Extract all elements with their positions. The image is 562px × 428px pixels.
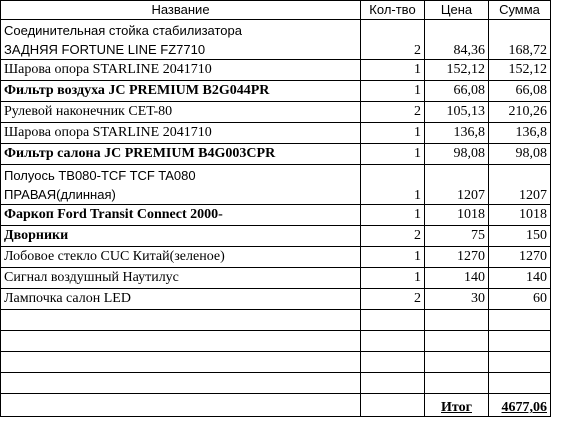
table-row bbox=[1, 268, 551, 289]
item-qty[interactable]: 1 bbox=[361, 123, 425, 144]
item-price[interactable]: 66,08 bbox=[425, 81, 489, 102]
table-row bbox=[1, 102, 551, 123]
item-name[interactable]: Лобовое стекло CUC Китай(зеленое) bbox=[1, 247, 361, 268]
empty-row bbox=[1, 310, 551, 331]
empty-cell[interactable] bbox=[361, 310, 425, 331]
empty-cell[interactable] bbox=[361, 331, 425, 352]
item-sum[interactable]: 1018 bbox=[489, 205, 551, 226]
item-price[interactable]: 1207 bbox=[425, 165, 489, 205]
empty-cell[interactable] bbox=[425, 310, 489, 331]
item-sum[interactable]: 1270 bbox=[489, 247, 551, 268]
item-name[interactable]: Дворники bbox=[1, 226, 361, 247]
item-price[interactable]: 136,8 bbox=[425, 123, 489, 144]
header-name[interactable]: Название bbox=[1, 1, 361, 20]
item-sum[interactable]: 152,12 bbox=[489, 60, 551, 81]
item-qty[interactable]: 1 bbox=[361, 60, 425, 81]
item-name-line1: Полуось TB080-TCF TCF TA080 bbox=[4, 167, 196, 183]
item-sum[interactable]: 1207 bbox=[489, 165, 551, 205]
item-price[interactable]: 105,13 bbox=[425, 102, 489, 123]
item-qty[interactable]: 2 bbox=[361, 20, 425, 60]
item-price[interactable]: 84,36 bbox=[425, 20, 489, 60]
item-sum[interactable]: 60 bbox=[489, 289, 551, 310]
item-sum[interactable]: 150 bbox=[489, 226, 551, 247]
item-price[interactable]: 30 bbox=[425, 289, 489, 310]
item-qty[interactable]: 1 bbox=[361, 268, 425, 289]
item-sum[interactable]: 98,08 bbox=[489, 144, 551, 165]
table-row bbox=[1, 60, 551, 81]
item-name[interactable]: Шарова опора STARLINE 2041710 bbox=[1, 123, 361, 144]
empty-row bbox=[1, 352, 551, 373]
table-row bbox=[1, 20, 551, 60]
item-name[interactable]: Фильтр салона JC PREMIUM B4G003CPR bbox=[1, 144, 361, 165]
item-sum[interactable]: 168,72 bbox=[489, 20, 551, 60]
empty-cell[interactable] bbox=[1, 352, 361, 373]
item-name-cell[interactable] bbox=[1, 20, 361, 60]
item-sum[interactable]: 210,26 bbox=[489, 102, 551, 123]
item-name[interactable]: Рулевой наконечник CET-80 bbox=[1, 102, 361, 123]
empty-cell[interactable] bbox=[489, 310, 551, 331]
table-row bbox=[1, 289, 551, 310]
total-value[interactable]: 4677,06 bbox=[489, 394, 551, 417]
item-name-line2: ПРАВАЯ(длинная) bbox=[4, 186, 116, 202]
table-row bbox=[1, 165, 551, 205]
empty-cell[interactable] bbox=[425, 331, 489, 352]
item-price[interactable]: 75 bbox=[425, 226, 489, 247]
item-price[interactable]: 1018 bbox=[425, 205, 489, 226]
table-row bbox=[1, 247, 551, 268]
item-name[interactable]: Фильтр воздуха JC PREMIUM B2G044PR bbox=[1, 81, 361, 102]
item-qty[interactable]: 1 bbox=[361, 247, 425, 268]
item-qty[interactable]: 1 bbox=[361, 165, 425, 205]
item-name-cell[interactable] bbox=[1, 165, 361, 205]
item-qty[interactable]: 1 bbox=[361, 205, 425, 226]
empty-cell[interactable] bbox=[1, 310, 361, 331]
empty-cell[interactable] bbox=[1, 331, 361, 352]
item-name-line1: Соединительная стойка стабилизатора bbox=[4, 22, 242, 38]
table-row bbox=[1, 226, 551, 247]
item-qty[interactable]: 1 bbox=[361, 144, 425, 165]
empty-cell[interactable] bbox=[425, 352, 489, 373]
item-sum[interactable]: 140 bbox=[489, 268, 551, 289]
empty-cell[interactable] bbox=[489, 373, 551, 394]
empty-cell[interactable] bbox=[361, 394, 425, 417]
empty-cell[interactable] bbox=[361, 373, 425, 394]
item-sum[interactable]: 66,08 bbox=[489, 81, 551, 102]
header-sum[interactable]: Сумма bbox=[489, 1, 551, 20]
empty-cell[interactable] bbox=[1, 373, 361, 394]
header-row bbox=[1, 1, 551, 20]
item-qty[interactable]: 1 bbox=[361, 81, 425, 102]
empty-row bbox=[1, 331, 551, 352]
header-price[interactable]: Цена bbox=[425, 1, 489, 20]
item-name[interactable]: Лампочка салон LED bbox=[1, 289, 361, 310]
header-qty[interactable]: Кол-тво bbox=[361, 1, 425, 20]
total-row bbox=[1, 394, 551, 417]
item-name[interactable]: Сигнал воздушный Наутилус bbox=[1, 268, 361, 289]
table-row bbox=[1, 144, 551, 165]
table-row bbox=[1, 205, 551, 226]
item-price[interactable]: 98,08 bbox=[425, 144, 489, 165]
table-row bbox=[1, 123, 551, 144]
item-price[interactable]: 152,12 bbox=[425, 60, 489, 81]
item-qty[interactable]: 2 bbox=[361, 289, 425, 310]
item-name-line2: ЗАДНЯЯ FORTUNE LINE FZ7710 bbox=[4, 41, 206, 57]
item-price[interactable]: 140 bbox=[425, 268, 489, 289]
empty-cell[interactable] bbox=[1, 394, 361, 417]
empty-cell[interactable] bbox=[489, 352, 551, 373]
item-name[interactable]: Фаркоп Ford Transit Connect 2000- bbox=[1, 205, 361, 226]
item-qty[interactable]: 2 bbox=[361, 102, 425, 123]
item-price[interactable]: 1270 bbox=[425, 247, 489, 268]
table-row bbox=[1, 81, 551, 102]
item-name[interactable]: Шарова опора STARLINE 2041710 bbox=[1, 60, 361, 81]
empty-cell[interactable] bbox=[489, 331, 551, 352]
total-label[interactable]: Итог bbox=[425, 394, 489, 417]
empty-row bbox=[1, 373, 551, 394]
empty-cell[interactable] bbox=[361, 352, 425, 373]
item-sum[interactable]: 136,8 bbox=[489, 123, 551, 144]
item-qty[interactable]: 2 bbox=[361, 226, 425, 247]
empty-cell[interactable] bbox=[425, 373, 489, 394]
